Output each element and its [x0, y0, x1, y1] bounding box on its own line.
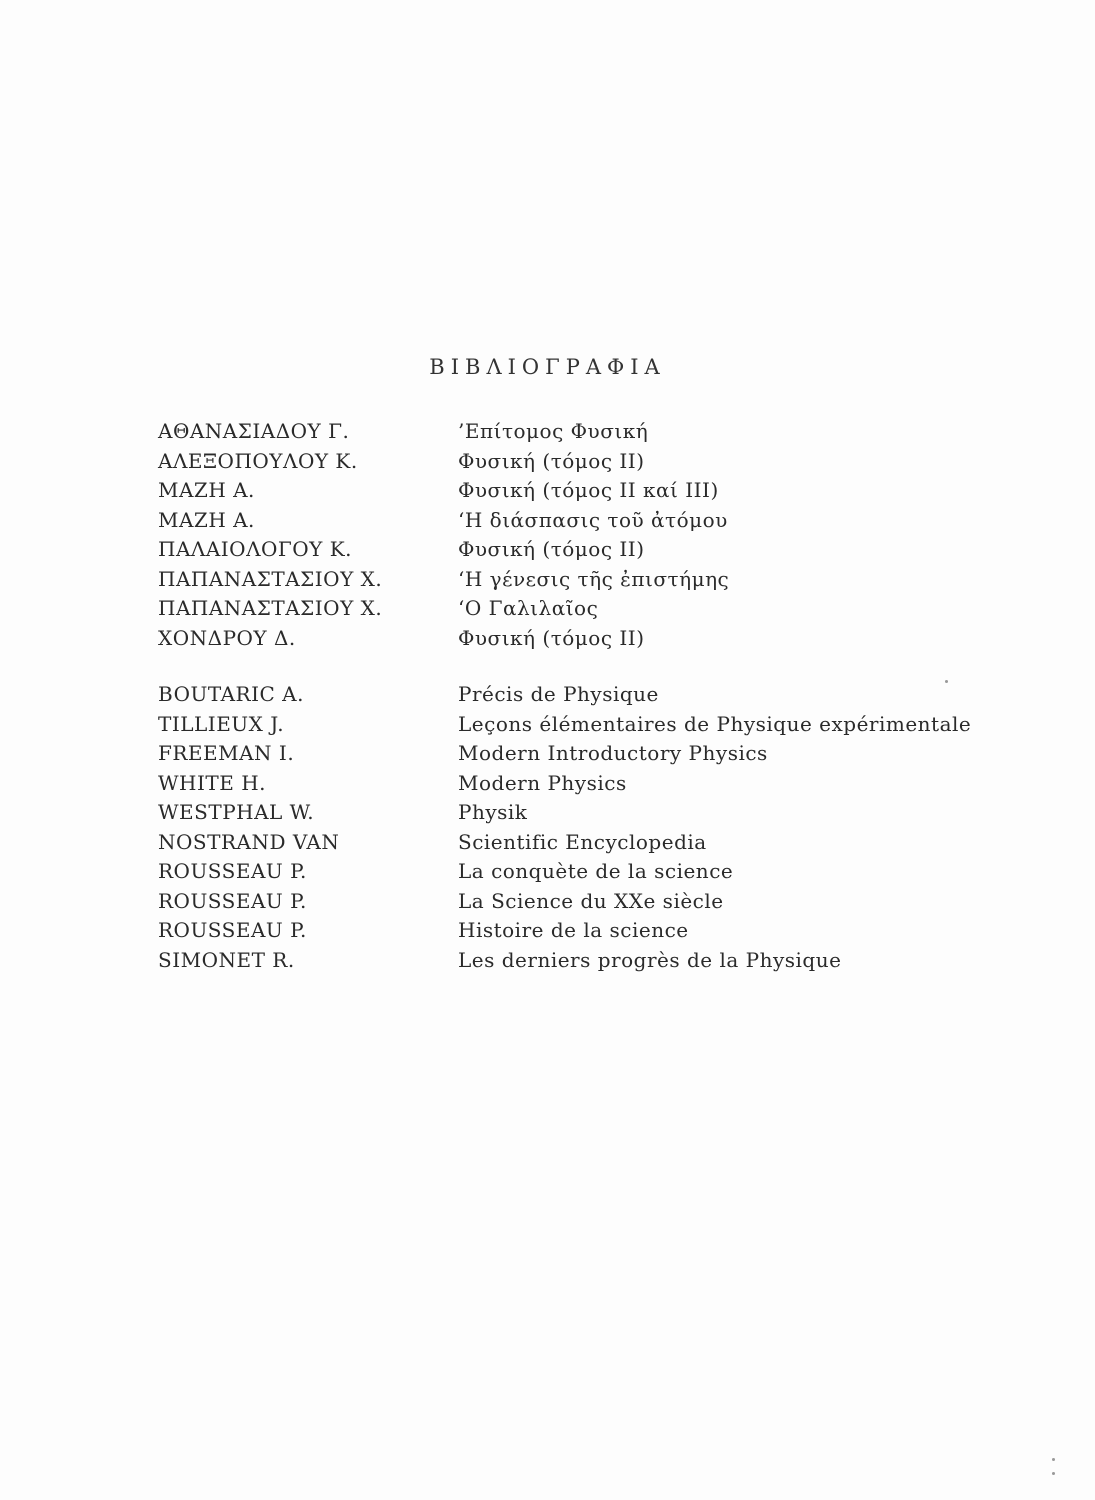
entry-work: Scientific Encyclopedia — [458, 829, 707, 854]
bibliography-entry — [158, 417, 1018, 447]
entry-author: ΧΟΝΔΡΟΥ Δ. — [158, 625, 296, 650]
entry-author: ΠΑΠΑΝΑΣΤΑΣΙΟΥ Χ. — [158, 566, 383, 591]
entry-work: La Science du XXe siècle — [458, 888, 724, 913]
entry-work: Φυσική (τόμος ΙΙ) — [458, 625, 645, 650]
entry-work: Histoire de la science — [458, 918, 689, 942]
bibliography-entry — [158, 946, 1018, 976]
entry-author: NOSTRAND VAN — [158, 829, 340, 854]
bibliography-entry — [158, 447, 1018, 477]
greek-bibliography-list — [158, 417, 1018, 653]
entry-author: ΑΛΕΞΟΠΟΥΛΟΥ Κ. — [158, 448, 358, 473]
bibliography-entry — [158, 916, 1018, 946]
entry-work: Les derniers progrès de la Physique — [458, 947, 842, 972]
scan-speck — [1052, 1472, 1055, 1475]
entry-work: Φυσική (τόμος ΙΙ) — [458, 448, 645, 473]
bibliography-heading: ΒΙΒΛΙΟΓΡΑΦΙΑ — [429, 355, 666, 379]
entry-author: ΜΑΖΗ Α. — [158, 478, 255, 502]
bibliography-entry — [158, 739, 1018, 769]
bibliography-entry — [158, 887, 1018, 917]
bibliography-entry — [158, 680, 1018, 710]
entry-work: Physik — [458, 800, 528, 824]
entry-work: Φυσική (τόμος ΙΙ καί ΙΙΙ) — [458, 478, 719, 502]
entry-author: SIMONET R. — [158, 947, 295, 972]
entry-work: La conquète de la science — [458, 859, 734, 883]
entry-work: ‘Η διάσπασις τοῦ ἀτόμου — [458, 507, 728, 532]
entry-work: ‘Η γένεσις τῆς ἐπιστήμης — [458, 566, 730, 591]
entry-work: Φυσική (τόμος ΙΙ) — [458, 537, 645, 561]
entry-author: BOUTARIC A. — [158, 682, 304, 706]
bibliography-entry — [158, 565, 1018, 595]
entry-author: WHITE H. — [158, 770, 266, 795]
entry-work: Modern Physics — [458, 770, 627, 795]
bibliography-entry — [158, 624, 1018, 654]
bibliography-entry — [158, 594, 1018, 624]
entry-author: ROUSSEAU P. — [158, 859, 307, 883]
bibliography-entry — [158, 828, 1018, 858]
entry-author: ΠΑΠΑΝΑΣΤΑΣΙΟΥ Χ. — [158, 596, 383, 620]
entry-work: Modern Introductory Physics — [458, 741, 768, 765]
entry-author: WESTPHAL W. — [158, 800, 315, 824]
entry-author: ROUSSEAU P. — [158, 888, 307, 913]
entry-author: FREEMAN I. — [158, 741, 295, 765]
latin-bibliography-list — [158, 680, 1018, 975]
entry-author: ΜΑΖΗ Α. — [158, 507, 255, 532]
entry-work: Leçons élémentaires de Physique expérimentale — [458, 711, 972, 736]
entry-author: ΑΘΑΝΑΣΙΑΔΟΥ Γ. — [158, 419, 350, 443]
scan-speck — [945, 680, 948, 683]
bibliography-entry — [158, 506, 1018, 536]
bibliography-entry — [158, 476, 1018, 506]
bibliography-entry — [158, 857, 1018, 887]
entry-work: ’Επίτομος Φυσική — [458, 419, 649, 443]
scan-speck — [1052, 1458, 1055, 1461]
bibliography-entry — [158, 710, 1018, 740]
bibliography-entry — [158, 535, 1018, 565]
entry-author: ΠΑΛΑΙΟΛΟΓΟΥ Κ. — [158, 537, 353, 561]
entry-work: Précis de Physique — [458, 682, 659, 706]
entry-work: ‘Ο Γαλιλαῖος — [458, 596, 599, 620]
entry-author: ROUSSEAU P. — [158, 918, 307, 942]
bibliography-entry — [158, 769, 1018, 799]
entry-author: TILLIEUX J. — [158, 711, 285, 736]
bibliography-entry — [158, 798, 1018, 828]
page-title — [0, 355, 1095, 379]
